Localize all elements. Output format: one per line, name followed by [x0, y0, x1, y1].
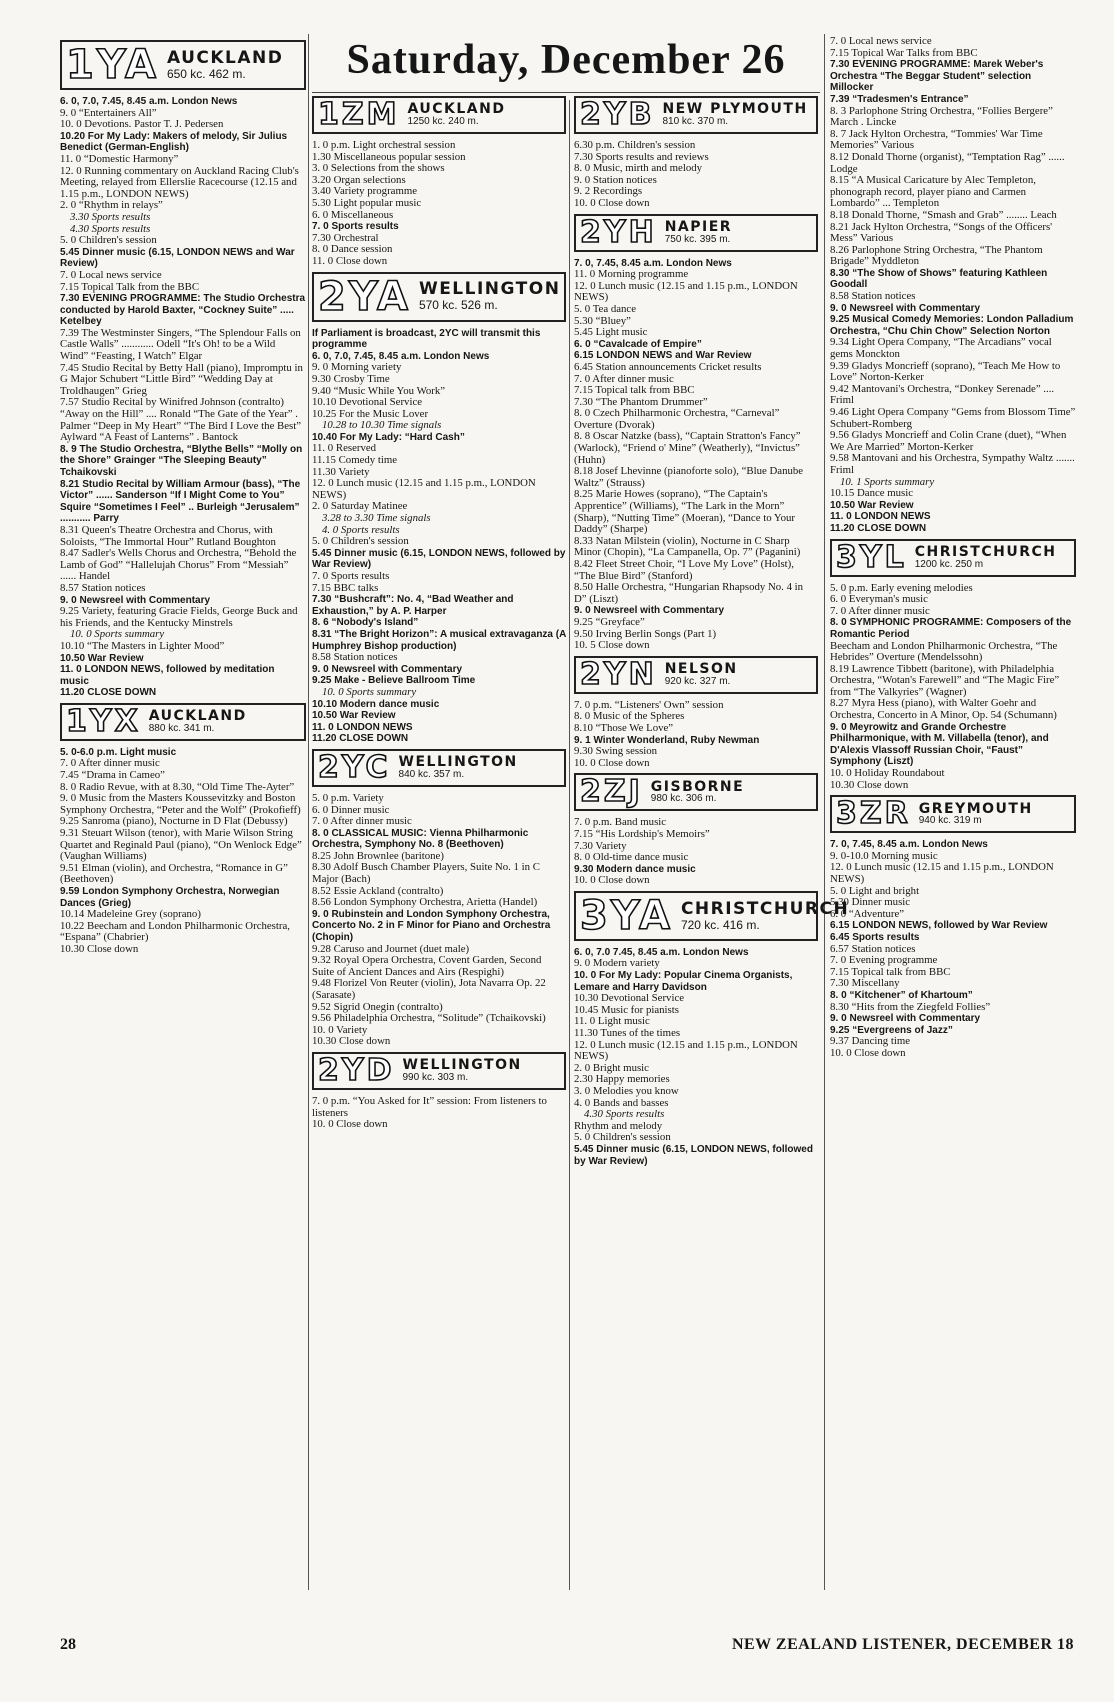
programme-entry: 10. 0 Sports summary: [70, 628, 165, 641]
station-frequency: 750 kc. 395 m.: [664, 233, 731, 245]
programme-entry: 10.30 Close down: [312, 1035, 391, 1048]
station-header-3ya: [574, 891, 850, 941]
programme-entry: 10.30 Close down: [830, 778, 909, 791]
programme-entry: 6.15 LONDON NEWS and War Review: [574, 350, 752, 362]
programme-entry: 10.45 Music for pianists: [574, 1003, 679, 1016]
programme-entry: 9.56 Philadelphia Orchestra, “Solitude” (Tchaikovski): [312, 1012, 546, 1025]
programme-entry: 8.26 Parlophone String Orchestra, “The Phantom Brigade” Myddleton: [830, 243, 1043, 268]
station-callsign: 2YH: [580, 214, 657, 250]
programme-entry: 4.30 Sports results: [584, 1108, 665, 1121]
programme-entry: 1.30 Miscellaneous popular session: [312, 150, 466, 163]
programme-entry: 9. 0 Rubinstein and London Symphony Orchestra, Concerto No. 2 in F Minor for Piano and Orchestra (Chopin): [312, 908, 551, 944]
programme-entry: 7. 0 Evening programme: [830, 954, 938, 967]
programme-entry: 8. 0 Music, mirth and melody: [574, 162, 703, 175]
programme-entry: 7. 0 Local news service: [60, 268, 162, 281]
station-city: CHRISTCHURCH: [914, 543, 1057, 560]
programme-entry: 4. 0 Bands and basses: [574, 1096, 669, 1109]
programme-entry: 9.31 Steuart Wilson (tenor), with Marie Wilson String Quartet and Reginald Paul (piano), “On Wenlock Edge” (Vaughan Williams): [60, 827, 302, 863]
programme-entry: 8.31 “The Bright Horizon”: A musical extravaganza (A Humphrey Bishop production): [312, 628, 566, 652]
station-frequency: 570 kc. 526 m.: [418, 298, 498, 313]
programme-entry: 2.30 Happy memories: [574, 1073, 670, 1086]
programme-entry: 5.45 Light music: [574, 326, 648, 339]
programme-entry: 8.12 Donald Thorne (organist), “Temptation Rag” ...... Lodge: [830, 150, 1065, 175]
programme-entry: 12. 0 Lunch music (12.15 and 1.15 p.m., LONDON NEWS): [574, 279, 798, 304]
programme-entry: 7.15 Topical talk from BBC: [830, 965, 951, 978]
programme-entry: 7.39 The Westminster Singers, “The Splendour Falls on Castle Walls” ............ Odell “It's Oh! to be a Wild Wind” “Feasting, I Watch” Elgar: [60, 326, 301, 363]
programme-entry: 7. 0 p.m. Band music: [574, 816, 667, 829]
programme-entry: 9.48 Florizel Von Reuter (violin), Jota Navarra Op. 22 (Sarasate): [312, 977, 546, 1001]
programme-entry: 5. 0 Children's session: [60, 234, 157, 247]
station-callsign: 2YA: [318, 273, 411, 320]
station-callsign: 2YN: [580, 656, 657, 692]
programme-entry: 11.20 CLOSE DOWN: [312, 733, 409, 745]
programme-entry: 4.30 Sports results: [70, 222, 151, 235]
programme-entry: 7. 0 After dinner music: [830, 604, 930, 617]
programme-entry: 11. 0 Morning programme: [574, 268, 689, 281]
programme-entry: 9.34 Light Opera Company, “The Arcadians” vocal gems Monckton: [830, 336, 1052, 361]
programme-entry: 6. 0, 7.0, 7.45, 8.45 a.m. London News: [312, 350, 490, 362]
programme-entry: 6.15 LONDON NEWS, followed by War Review: [830, 920, 1048, 932]
station-city: AUCKLAND: [407, 101, 506, 118]
programme-entry: 6.45 Sports results: [830, 931, 920, 943]
column-divider: [824, 34, 825, 1590]
programme-entry: 10.14 Madeleine Grey (soprano): [60, 908, 201, 921]
programme-entry: 7.15 “His Lordship's Memoirs”: [574, 827, 710, 840]
programme-entry: 8.30 “The Show of Shows” featuring Kathleen Goodall: [830, 267, 1048, 291]
programme-entry: 6.45 Station announcements Cricket results: [574, 360, 762, 373]
programme-entry: 8. 0 Radio Revue, with at 8.30, “Old Time The-Ayter”: [60, 780, 295, 793]
programme-entry: 9.39 Gladys Moncrieff (soprano), “Teach Me How to Love” Norton-Kerker: [830, 359, 1061, 384]
programme-entry: 10.50 War Review: [60, 652, 144, 664]
programme-entry: 8.58 Station notices: [830, 290, 916, 303]
station-frequency: 810 kc. 370 m.: [662, 116, 729, 128]
programme-entry: 5.30 Light popular music: [312, 196, 422, 209]
programme-entry: 10.50 War Review: [312, 710, 396, 722]
station-header-1yx: [60, 703, 306, 741]
programme-entry: 2. 0 “Rhythm in relays”: [60, 199, 163, 212]
station-city: WELLINGTON: [402, 1057, 522, 1074]
programme-entry: 8. 9 The Studio Orchestra, “Blythe Bells” “Molly on the Shore” Grainger “The Sleeping Beauty” Tchaikovski: [60, 443, 303, 478]
programme-entry: 2. 0 Saturday Matinee: [312, 500, 408, 513]
programme-entry: 5. 0 Tea dance: [574, 302, 636, 315]
station-frequency: 990 kc. 303 m.: [402, 1072, 469, 1084]
programme-entry: 8. 0 Music of the Spheres: [574, 710, 685, 723]
programme-entry: 9.42 Mantovani's Orchestra, “Donkey Serenade” .... Friml: [830, 382, 1055, 407]
programme-entry: 9. 0 Station notices: [574, 173, 657, 186]
station-header-2yb: [574, 96, 818, 134]
station-frequency: 920 kc. 327 m.: [664, 675, 731, 687]
programme-entry: 8.50 Halle Orchestra, “Hungarian Rhapsody No. 4 in D” (Liszt): [574, 581, 804, 605]
station-callsign: 1YX: [66, 703, 141, 739]
programme-entry: Beecham and London Philharmonic Orchestra, “The Hebrides” Overture (Mendelssohn): [830, 639, 1058, 664]
programme-entry: 8. 0 Dance session: [312, 243, 393, 256]
programme-entry: 10.28 to 10.30 Time signals: [322, 419, 442, 432]
programme-entry: 9.25 Musical Comedy Memories: London Palladium Orchestra, “Chu Chin Chow” Selection Norton: [830, 314, 1074, 337]
station-city: AUCKLAND: [166, 47, 284, 68]
station-frequency: 840 kc. 357 m.: [398, 769, 465, 780]
programme-entry: 7.30 “Bushcraft”: No. 4, “Bad Weather and Exhaustion,” by A. P. Harper: [312, 594, 514, 617]
programme-entry: 8. 0 Old-time dance music: [574, 851, 689, 864]
programme-entry: 9.30 Crosby Time: [312, 372, 390, 385]
programme-entry: 7.15 BBC talks: [312, 581, 379, 594]
programme-entry: 10.15 Dance music: [830, 487, 914, 500]
programme-entry: 10.20 For My Lady: Makers of melody, Sir Julius Benedict (German-English): [60, 130, 288, 154]
station-callsign: 2YD: [318, 1052, 395, 1088]
programme-entry: 9. 0 Morning variety: [312, 361, 402, 374]
programme-entry: 10.50 War Review: [830, 499, 914, 511]
station-frequency: 980 kc. 306 m.: [650, 793, 717, 805]
station-frequency: 880 kc. 341 m.: [148, 722, 215, 734]
programme-entry: 7. 0, 7.45, 8.45 a.m. London News: [574, 257, 732, 269]
station-header-3zr: [830, 795, 1076, 833]
programme-entry: 9.50 Irving Berlin Songs (Part 1): [574, 627, 717, 640]
programme-entry: 7.30 Orchestral: [312, 231, 379, 244]
station-frequency: 650 kc. 462 m.: [166, 66, 246, 81]
programme-entry: 5. 0 Children's session: [312, 535, 409, 548]
programme-entry: 2. 0 Bright music: [574, 1061, 649, 1074]
programme-entry: 6. 0 “Adventure”: [830, 907, 905, 920]
programme-entry: 8. 6 “Nobody's Island”: [312, 617, 419, 629]
programme-entry: 8.19 Lawrence Tibbett (baritone), with Philadelphia Orchestra, “Wotan's Farewell” and “The Magic Fire” from “The Valkyries” (Wagner): [830, 662, 1060, 698]
programme-entry: 10.25 For the Music Lover: [312, 407, 429, 420]
station-header-1zm: [312, 96, 566, 134]
programme-entry: 10. 0 Holiday Roundabout: [830, 767, 945, 780]
programme-entry: 5.30 “Bluey”: [574, 314, 631, 327]
programme-entry: 11. 0 Reserved: [312, 442, 377, 455]
programme-entry: 7. 0 Sports results: [312, 221, 399, 233]
programme-entry: 10. 5 Close down: [574, 639, 650, 652]
programme-entry: If Parliament is broadcast, 2YC will transmit this programme: [312, 327, 541, 351]
programme-entry: 10. 0 Devotions. Pastor T. J. Pedersen: [60, 118, 224, 131]
programme-entry: 7. 0 Sports results: [312, 570, 390, 582]
programme-entry: 9.52 Sigrid Onegin (contralto): [312, 1000, 443, 1013]
programme-entry: 9.37 Dancing time: [830, 1035, 911, 1048]
programme-entry: 10.10 Devotional Service: [312, 396, 423, 409]
column-3: [574, 36, 850, 1167]
programme-entry: 5.45 Dinner music (6.15, LONDON NEWS and War Review): [60, 246, 295, 270]
programme-entry: 12. 0 Lunch music (12.15 and 1.15 p.m., LONDON NEWS): [574, 1038, 798, 1063]
programme-entry: 8.57 Station notices: [60, 581, 146, 594]
programme-entry: 9.51 Elman (violin), and Orchestra, “Romance in G” (Beethoven): [60, 861, 288, 886]
title-spacer: [574, 36, 818, 92]
title-spacer: [312, 36, 566, 92]
station-frequency: 720 kc. 416 m.: [680, 917, 760, 932]
programme-entry: 11.30 Variety: [312, 465, 370, 478]
programme-entry: 9.25 “Greyface”: [574, 615, 645, 628]
station-header-2yd: [312, 1052, 566, 1090]
programme-entry: 7.30 Variety: [574, 839, 627, 852]
programme-entry: 3.30 Sports results: [70, 210, 151, 223]
programme-entry: 8.58 Station notices: [312, 651, 398, 664]
programme-entry: 8.15 “A Musical Caricature by Alec Templeton, phonograph record, player piano and Carmen Lombardo” ... Templeton: [830, 174, 1036, 210]
programme-entry: 8.47 Sadler's Wells Chorus and Orchestra, “Behold the Lamb of God” “Hallelujah Chorus” From “Messiah” ...... Handel: [60, 547, 297, 583]
programme-entry: 9. 0 “Entertainers All”: [60, 106, 157, 119]
programme-entry: 10.30 Devotional Service: [574, 992, 685, 1005]
page-title: Saturday, December 26: [346, 37, 786, 83]
programme-entry: 6.57 Station notices: [830, 942, 916, 955]
programme-entry: 5. 0-6.0 p.m. Light music: [60, 746, 177, 758]
programme-entry: 7.30 Miscellany: [830, 977, 900, 990]
station-callsign: 2YB: [580, 97, 655, 132]
programme-entry: 6. 0, 7.0 7.45, 8.45 a.m. London News: [574, 946, 749, 958]
programme-entry: 11. 0 “Domestic Harmony”: [60, 152, 179, 165]
programme-entry: 9. 0 Newsreel with Commentary: [60, 594, 211, 606]
programme-entry: 5.30 Dinner music: [830, 896, 911, 909]
programme-entry: 10. 0 Close down: [830, 1046, 906, 1059]
programme-entry: 9.40 “Music While You Work”: [312, 384, 446, 397]
programme-entry: 9.25 “Evergreens of Jazz”: [830, 1024, 953, 1036]
programme-entry: 9.25 Sanroma (piano), Nocturne in D Flat (Debussy): [60, 815, 288, 828]
programme-entry: 11.15 Comedy time: [312, 454, 398, 467]
programme-entry: 12. 0 Lunch music (12.15 and 1.15 p.m., LONDON NEWS): [830, 861, 1054, 885]
station-callsign: 2ZJ: [580, 774, 643, 810]
programme-entry: 8.33 Natan Milstein (violin), Nocturne in C Sharp Minor (Chopin), “La Campanella, Op. 7” (Paganini): [574, 534, 801, 559]
column-4: [830, 36, 1076, 1060]
programme-entry: 8.21 Studio Recital by William Armour (bass), “The Victor” ...... Sanderson “If I Might Come to You” Squire “Sometimes I Feel” .. Burleigh “Jerusalem” ........... Parry: [60, 478, 301, 525]
programme-entry: 5. 0 p.m. Variety: [312, 791, 384, 804]
programme-entry: 7.15 Topical War Talks from BBC: [830, 46, 978, 59]
station-header-2yc: [312, 749, 566, 787]
programme-entry: 10. 1 Sports summary: [840, 475, 935, 488]
programme-entry: 8.30 Adolf Busch Chamber Players, Suite No. 1 in C Major (Bach): [312, 861, 540, 886]
station-header-2ya: [312, 272, 566, 322]
programme-entry: 7.30 “The Phantom Drummer”: [574, 395, 708, 408]
programme-entry: 8. 3 Parlophone String Orchestra, “Follies Bergere” March . Lincke: [830, 104, 1053, 129]
programme-entry: 9. 0 Newsreel with Commentary: [574, 605, 725, 617]
programme-entry: 9. 0 Meyrowitz and Grande Orchestre Philharmonique, with M. Villabella (tenor), and D'Alexis Vlassoff Russian Choir, “Faust” Symphony (Liszt): [830, 721, 1049, 768]
programme-entry: 9.46 Light Opera Company “Gems from Blossom Time” Schubert-Romberg: [830, 406, 1076, 430]
programme-entry: 11. 0 LONDON NEWS: [830, 511, 931, 523]
station-city: AUCKLAND: [148, 708, 247, 725]
station-city: NAPIER: [664, 218, 733, 235]
programme-entry: 7. 0 After dinner music: [60, 757, 160, 770]
programme-entry: 9.25 Variety, featuring Gracie Fields, George Buck and his Friends, and the Kentucky Minstrels: [60, 605, 298, 629]
programme-entry: 8.56 London Symphony Orchestra, Arietta (Handel): [312, 896, 538, 909]
programme-entry: 5.45 Dinner music (6.15, LONDON NEWS, followed by War Review): [574, 1143, 813, 1167]
programme-entry: 8.18 Donald Thorne, “Smash and Grab” ........ Leach: [830, 208, 1057, 221]
programme-entry: 11. 0 LONDON NEWS: [312, 721, 413, 733]
station-frequency: 940 kc. 319 m: [918, 815, 982, 827]
programme-entry: 9. 0 Modern variety: [574, 957, 660, 970]
programme-entry: 11.20 CLOSE DOWN: [60, 687, 157, 699]
station-city: CHRISTCHURCH: [680, 898, 850, 919]
programme-entry: 10.10 Modern dance music: [312, 698, 440, 710]
programme-entry: 5.45 Dinner music (6.15, LONDON NEWS, followed by War Review): [312, 547, 566, 571]
programme-entry: 8. 7 Jack Hylton Orchestra, “Tommies' War Time Memories” Various: [830, 127, 1043, 152]
station-callsign: 3ZR: [836, 796, 911, 832]
programme-entry: 8.21 Jack Hylton Orchestra, “Songs of the Officers' Mess” Various: [830, 220, 1053, 245]
programme-entry: 5. 0 Children's session: [574, 1131, 671, 1144]
station-header-1ya: [60, 40, 306, 90]
programme-entry: 3.40 Variety programme: [312, 185, 418, 198]
station-callsign: 1ZM: [318, 97, 400, 132]
programme-entry: 6. 0 Dinner music: [312, 803, 390, 816]
programme-entry: 8.31 Queen's Theatre Orchestra and Chorus, with Soloists, “The Immortal Hour” Rutland Boughton: [60, 523, 276, 548]
programme-entry: 10. 0 Close down: [574, 196, 650, 209]
programme-entry: 3. 0 Melodies you know: [574, 1085, 679, 1097]
programme-entry: 7.15 Topical Talk from the BBC: [60, 280, 200, 293]
programme-entry: 11. 0 Close down: [312, 254, 388, 267]
programme-entry: 8. 0 SYMPHONIC PROGRAMME: Composers of the Romantic Period: [830, 617, 1072, 640]
programme-entry: 12. 0 Lunch music (12.15 and 1.15 p.m., LONDON NEWS): [312, 477, 536, 501]
programme-entry: 9.25 Make - Believe Ballroom Time: [312, 675, 476, 687]
programme-entry: 9. 0 Music from the Masters Koussevitzky and Boston Symphony Orchestra, “Peter and the Wolf” (Prokofieff): [60, 792, 301, 816]
publication-footer: NEW ZEALAND LISTENER, DECEMBER 18: [731, 1636, 1074, 1653]
programme-entry: 11. 0 LONDON NEWS, followed by meditation music: [60, 664, 275, 687]
programme-entry: 10.40 For My Lady: “Hard Cash”: [312, 431, 465, 443]
station-city: WELLINGTON: [418, 279, 561, 300]
programme-entry: 6. 0 “Cavalcade of Empire”: [574, 338, 702, 350]
programme-entry: 5. 0 p.m. Early evening melodies: [830, 581, 973, 594]
programme-entry: 7.45 “Drama in Cameo”: [60, 769, 165, 782]
programme-entry: 7.45 Studio Recital by Betty Hall (piano), Impromptu in G Major Schubert “Little Bird” “Wedding Day at Troldhaugen” Grieg: [60, 361, 303, 397]
programme-entry: 6. 0, 7.0, 7.45, 8.45 a.m. London News: [60, 96, 238, 107]
programme-entry: 7. 0 Local news service: [830, 35, 932, 47]
programme-entry: 8.25 John Brownlee (baritone): [312, 849, 444, 862]
station-callsign: 3YL: [836, 539, 907, 575]
programme-entry: 7.30 EVENING PROGRAMME: The Studio Orchestra conducted by Harold Baxter, “Cockney Suite” ..... Ketelbey: [60, 293, 306, 328]
station-city: NELSON: [664, 661, 738, 678]
programme-entry: 10.30 Close down: [60, 942, 139, 955]
programme-entry: 3.28 to 3.30 Time signals: [322, 512, 431, 525]
programme-entry: 6. 0 Miscellaneous: [312, 208, 394, 221]
column-1: [60, 36, 306, 956]
programme-entry: 7. 0 p.m. “You Asked for It” session: From listeners to listeners: [312, 1094, 547, 1119]
programme-entry: 10. 0 Close down: [312, 1118, 388, 1131]
programme-entry: 8.10 “Those We Love”: [574, 721, 674, 734]
programme-entry: 7. 0 p.m. “Listeners' Own” session: [574, 698, 724, 711]
column-divider: [569, 100, 570, 1590]
programme-entry: 9.28 Caruso and Journet (duet male): [312, 942, 470, 955]
programme-entry: 7.57 Studio Recital by Winifred Johnson (contralto) “Away on the Hill” .... Ronald “The Gate of the Year” . Palmer “Deep in My Heart” “The Bird I Love the Best” Aylward “A Feast of Lanterns” . Bantock: [60, 396, 302, 444]
programme-entry: 10.22 Beecham and London Philharmonic Orchestra, “Espana” (Chabrier): [60, 919, 290, 944]
programme-entry: 8.30 “Hits from the Ziegfeld Follies”: [830, 1000, 991, 1013]
column-2: [312, 36, 566, 1131]
programme-entry: 11.20 CLOSE DOWN: [830, 522, 927, 534]
programme-entry: 9.56 Gladys Moncrieff and Colin Crane (duet), “When We Are Married” Morton-Kerker: [830, 429, 1067, 453]
programme-entry: 8. 8 Oscar Natzke (bass), “Captain Stratton's Fancy” (Warlock), “Friend o' Mine” (Weatherly), “Invictus” (Huhn): [574, 430, 801, 466]
programme-entry: 10. 0 Variety: [312, 1023, 368, 1036]
programme-entry: 12. 0 Running commentary on Auckland Racing Club's Meeting, relayed from Ellerslie Racecourse (12.15 and 1.15 p.m., LONDON NEWS): [60, 164, 299, 200]
station-city: GREYMOUTH: [918, 800, 1033, 817]
programme-entry: 9. 0-10.0 Morning music: [830, 849, 938, 862]
station-city: WELLINGTON: [398, 754, 518, 771]
programme-entry: 8.25 Marie Howes (soprano), “The Captain's Apprentice” (Williams), “The Lark in the Morn” (Sharp), “Nutting Time” (Moeran), “Dance to Your Daddy” (Sharpe): [574, 488, 795, 536]
programme-entry: 9.59 London Symphony Orchestra, Norwegian Dances (Grieg): [60, 886, 280, 909]
programme-entry: 8. 0 CLASSICAL MUSIC: Vienna Philharmonic Orchestra, Symphony No. 8 (Beethoven): [312, 827, 529, 851]
column-divider: [308, 34, 309, 1590]
programme-entry: 7.30 EVENING PROGRAMME: Marek Weber's Orchestra “The Beggar Student” selection Millocker: [830, 59, 1044, 94]
programme-entry: 7. 0 After dinner music: [312, 815, 412, 828]
programme-entry: 10. 0 Close down: [574, 756, 650, 769]
station-frequency: 1250 kc. 240 m.: [407, 116, 479, 128]
programme-entry: 7.30 Sports results and reviews: [574, 150, 709, 163]
programme-entry: 9. 0 Newsreel with Commentary: [312, 663, 463, 675]
programme-entry: 6. 0 Everyman's music: [830, 593, 928, 606]
station-header-2zj: [574, 773, 818, 811]
programme-entry: 11. 0 Light music: [574, 1015, 650, 1028]
programme-entry: 10. 0 Close down: [574, 874, 650, 887]
station-callsign: 3YA: [580, 892, 673, 939]
programme-entry: 11.30 Tunes of the times: [574, 1027, 681, 1040]
programme-entry: 3.20 Organ selections: [312, 173, 406, 186]
programme-entry: 9. 0 Newsreel with Commentary: [830, 1013, 981, 1025]
station-header-3yl: [830, 539, 1076, 577]
programme-entry: 3. 0 Selections from the shows: [312, 162, 445, 175]
programme-entry: 9.32 Royal Opera Orchestra, Covent Garden, Second Suite of Ancient Dances and Airs (Respighi): [312, 954, 542, 978]
programme-entry: 9. 0 Newsreel with Commentary: [830, 302, 981, 314]
station-callsign: 2YC: [318, 749, 391, 785]
programme-entry: 10. 0 Sports summary: [322, 685, 417, 698]
programme-entry: 9. 1 Winter Wonderland, Ruby Newman: [574, 734, 760, 746]
programme-entry: 7.15 Topical talk from BBC: [574, 384, 695, 397]
programme-entry: 1. 0 p.m. Light orchestral session: [312, 139, 456, 151]
programme-entry: 8. 0 Czech Philharmonic Orchestra, “Carneval” Overture (Dvorak): [574, 407, 780, 431]
page-number: 28: [60, 1636, 76, 1653]
station-callsign: 1YA: [66, 42, 159, 88]
programme-entry: 4. 0 Sports results: [322, 523, 400, 536]
programme-entry: 7. 0, 7.45, 8.45 a.m. London News: [830, 839, 988, 851]
programme-entry: 8.27 Myra Hess (piano), with Walter Goehr and Orchestra, Concerto in A Minor, Op. 54 (Schumann): [830, 697, 1057, 722]
station-header-2yn: [574, 656, 818, 694]
programme-entry: 9.58 Mantovani and his Orchestra, Sympathy Waltz ....... Friml: [830, 452, 1075, 476]
station-city: GISBORNE: [650, 778, 745, 795]
programme-entry: 9. 2 Recordings: [574, 185, 643, 198]
programme-entry: Rhythm and melody: [574, 1119, 663, 1132]
programme-entry: 6.30 p.m. Children's session: [574, 139, 696, 151]
programme-entry: 8. 0 “Kitchener” of Khartoum”: [830, 989, 973, 1001]
programme-entry: 10.10 “The Masters in Lighter Mood”: [60, 639, 225, 652]
programme-entry: 8.52 Essie Ackland (contralto): [312, 884, 444, 897]
programme-entry: 9.30 Swing session: [574, 745, 658, 758]
programme-entry: 10. 0 For My Lady: Popular Cinema Organists, Lemare and Harry Davidson: [574, 970, 793, 993]
programme-entry: 7. 0 After dinner music: [574, 372, 674, 385]
programme-entry: 8.18 Josef Lhevinne (pianoforte solo), “Blue Danube Waltz” (Strauss): [574, 465, 804, 489]
station-header-2yh: [574, 214, 818, 252]
programme-entry: 5. 0 Light and bright: [830, 884, 920, 897]
programme-entry: 8.42 Fleet Street Choir, “I Love My Love” (Holst), “The Blue Bird” (Stanford): [574, 558, 794, 582]
station-city: NEW PLYMOUTH: [662, 101, 808, 118]
programme-entry: 9.30 Modern dance music: [574, 863, 696, 875]
programme-entry: 7.39 “Tradesmen's Entrance”: [830, 93, 969, 105]
station-frequency: 1200 kc. 250 m: [914, 558, 984, 570]
